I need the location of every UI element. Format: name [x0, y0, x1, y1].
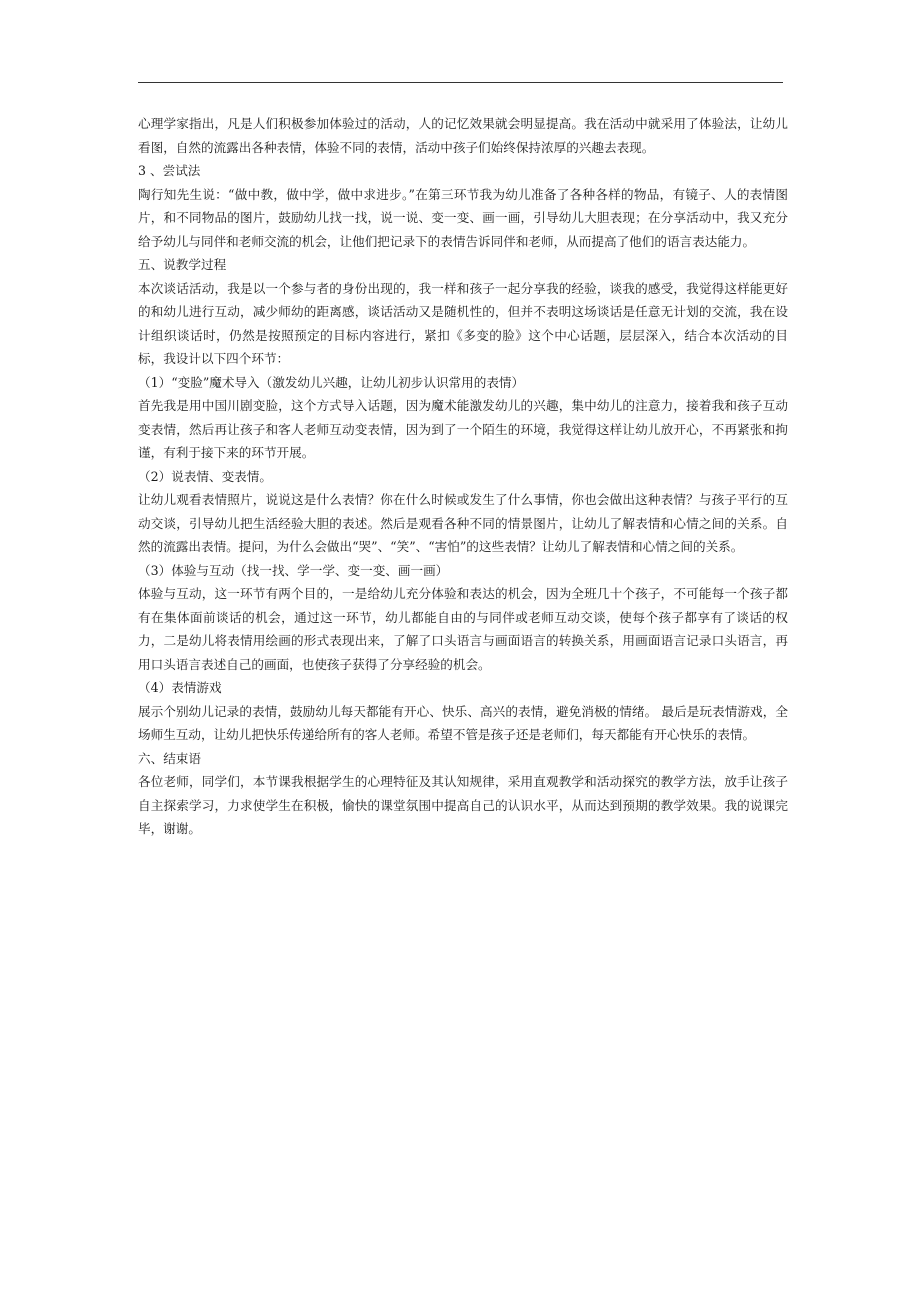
- heading-trial-method: 3 、尝试法: [138, 163, 201, 178]
- paragraph-step-3: 体验与互动，这一环节有两个目的，一是给幼儿充分体验和表达的机会，因为全班几十个孩子，不可能每一个孩子都有在集体面前谈话的机会，通过这一环节，幼儿都能自由的与同伴或老师互动交谈，使每个孩子都享有了谈话的权力，二是幼儿将表情用绘画的形式表现出来，了解了口头语言与画面语言的转换关系，用画面语言记录口头语言，再用口头语言表述自己的画面，也使孩子获得了分享经验的机会。: [138, 586, 788, 672]
- heading-step-2: （2）说表情、变表情。: [138, 468, 272, 484]
- paragraph-step-1: 首先我是用中国川剧变脸，这个方式导入话题，因为魔术能激发幼儿的兴趣，集中幼儿的注意力，接着我和孩子互动变表情，然后再让孩子和客人老师互动变表情，因为到了一个陌生的环境，我觉得这样让幼儿放开心，不再紧张和拘谨，有利于接下来的环节开展。: [138, 398, 788, 460]
- paragraph-experience-method: 心理学家指出，凡是人们积极参加体验过的活动，人的记忆效果就会明显提高。我在活动中就采用了体验法，让幼儿看图，自然的流露出各种表情，体验不同的表情，活动中孩子们始终保持浓厚的兴趣去表现。: [138, 116, 788, 155]
- heading-step-4: （4）表情游戏: [138, 680, 222, 695]
- heading-teaching-process: 五、说教学过程: [138, 257, 227, 272]
- document-body: [138, 112, 788, 841]
- paragraph-step-2: 让幼儿观看表情照片，说说这是什么表情？你在什么时候或发生了什么事情，你也会做出这种表情？与孩子平行的互动交谈，引导幼儿把生活经验大胆的表述。然后是观看各种不同的情景图片，让幼儿了解表情和心情之间的关系。自然的流露出表情。提问，为什么会做出“哭”、“笑”、“害怕”的这些表情？让幼儿了解表情和心情之间的关系。: [138, 492, 788, 554]
- paragraph-trial-method: 陶行知先生说：“做中教，做中学，做中求进步。”在第三环节我为幼儿准备了各种各样的物品，有镜子、人的表情图片，和不同物品的图片，鼓励幼儿找一找，说一说、变一变、画一画，引导幼儿大胆表现；在分享活动中，我又充分给予幼儿与同伴和老师交流的机会，让他们把记录下的表情告诉同伴和老师，从而提高了他们的语言表达能力。: [138, 186, 788, 249]
- paragraph-teaching-process: 本次谈话活动，我是以一个参与者的身份出现的，我一样和孩子一起分享我的经验，谈我的感受，我觉得这样能更好的和幼儿进行互动，减少师幼的距离感，谈话活动又是随机性的，但并不表明这场谈话是任意无计划的交流，我在设计组织谈话时，仍然是按照预定的目标内容进行，紧扣《多变的脸》这个中心话题，层层深入，结合本次活动的目标，我设计以下四个环节：: [138, 280, 788, 366]
- heading-step-1: （1）“变脸”魔术导入（激发幼儿兴趣，让幼儿初步认识常用的表情）: [138, 374, 525, 390]
- paragraph-conclusion: 各位老师，同学们，本节课我根据学生的心理特征及其认知规律，采用直观教学和活动探究的教学方法，放手让孩子自主探索学习，力求使学生在积极，愉快的课堂氛围中提高自己的认识水平，从而达到预期的教学效果。我的说课完毕，谢谢。: [138, 774, 788, 836]
- heading-step-3: （3）体验与互动（找一找、学一学、变一变、画一画）: [138, 562, 449, 578]
- heading-conclusion: 六、结束语: [138, 750, 201, 766]
- paragraph-step-4: 展示个别幼儿记录的表情，鼓励幼儿每天都能有开心、快乐、高兴的表情，避免消极的情绪。 最后是玩表情游戏，全场师生互动，让幼儿把快乐传递给所有的客人老师。希望不管是孩子还是老师们，每天都能有开心快乐的表情。: [138, 703, 788, 742]
- header-rule: [138, 82, 783, 83]
